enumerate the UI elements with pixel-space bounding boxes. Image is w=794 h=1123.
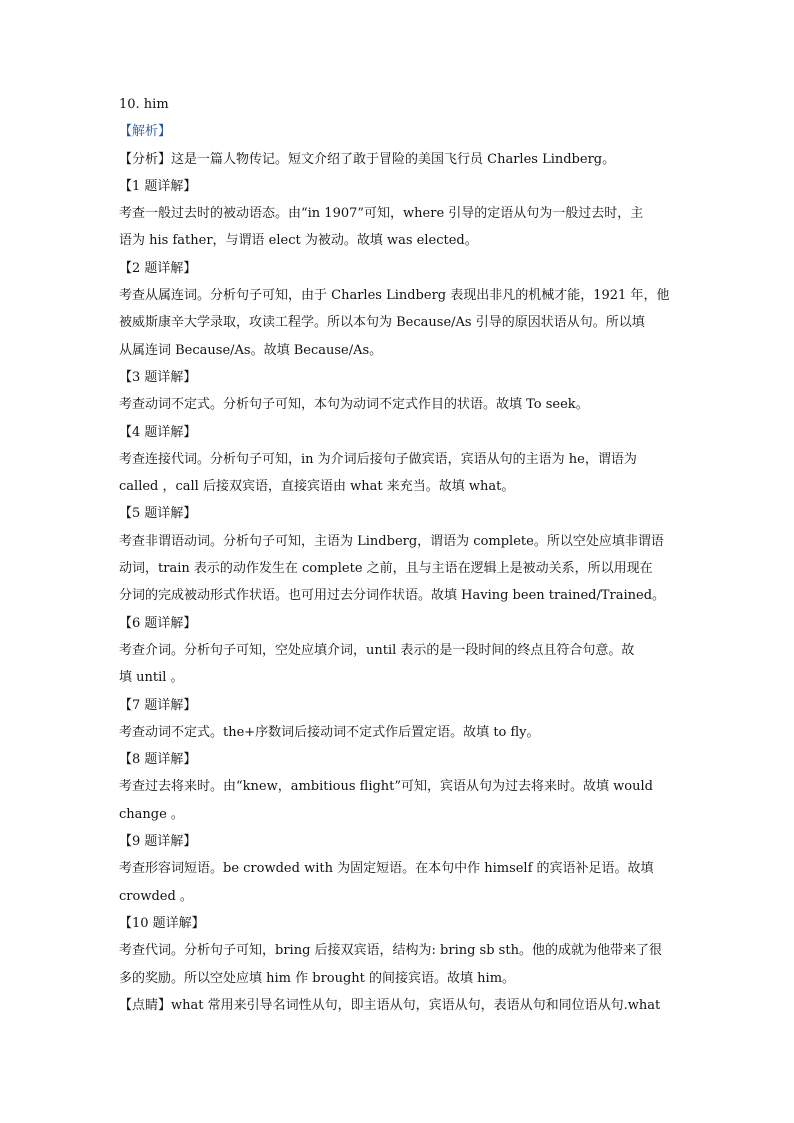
text-line: 语为 his father，与谓语 elect 为被动。故填 was elected。 — [119, 233, 478, 249]
text-line: 【1 题详解】 — [119, 178, 197, 194]
text-line: 多的奖励。所以空处应填 him 作 brought 的间接宾语。故填 him。 — [119, 970, 516, 986]
text-line: 考查连接代词。分析句子可知，in 为介词后接句子做宾语，宾语从句的主语为 he，谓语为 — [119, 451, 637, 467]
text-line: 考查从属连词。分析句子可知，由于 Charles Lindberg 表现出非凡的机械才能，1921 年，他 — [119, 288, 670, 304]
text-line: 【7 题详解】 — [119, 697, 197, 713]
text-line: 【9 题详解】 — [119, 834, 197, 850]
section-heading-line: 【解析】 — [119, 124, 172, 140]
text-line: 考查非谓语动词。分析句子可知，主语为 Lindberg，谓语为 complete。所以空处应填非谓语 — [119, 533, 664, 549]
text-line: 考查过去将来时。由“knew，ambitious flight”可知，宾语从句为过去将来时。故填 would — [119, 779, 653, 795]
text-line: 考查代词。分析句子可知，bring 后接双宾语，结构为: bring sb sth。他的成就为他带来了很 — [119, 943, 662, 959]
answer-explanation-text — [119, 91, 679, 1019]
text-line: 考查介词。分析句子可知，空处应填介词，until 表示的是一段时间的终点且符合句意。故 — [119, 642, 635, 658]
text-line: 【2 题详解】 — [119, 260, 197, 276]
text-line: 【点睛】what 常用来引导名词性从句，即主语从句，宾语从句，表语从句和同位语从句.what — [119, 997, 661, 1013]
text-line: 被威斯康辛大学录取，攻读工程学。所以本句为 Because/As 引导的原因状语从句。所以填 — [119, 315, 645, 331]
text-line: change 。 — [119, 806, 184, 822]
text-line: 考查动词不定式。the+序数词后接动词不定式作后置定语。故填 to fly。 — [119, 724, 540, 740]
text-line: 考查形容词短语。be crowded with 为固定短语。在本句中作 himself 的宾语补足语。故填 — [119, 861, 654, 877]
text-line: called ，call 后接双宾语，直接宾语由 what 来充当。故填 what。 — [119, 479, 515, 495]
text-line: 【分析】这是一篇人物传记。短文介绍了敢于冒险的美国飞行员 Charles Lindberg。 — [119, 151, 616, 167]
text-line: 分词的完成被动形式作状语。也可用过去分词作状语。故填 Having been trained/Trained。 — [119, 588, 666, 604]
text-line: 【3 题详解】 — [119, 369, 197, 385]
text-line: 10. him — [119, 97, 169, 112]
text-line: 考查一般过去时的被动语态。由“in 1907”可知，where 引导的定语从句为一般过去时，主 — [119, 206, 644, 222]
text-line: 【10 题详解】 — [119, 915, 205, 931]
text-line: 【5 题详解】 — [119, 506, 197, 522]
text-line: 【8 题详解】 — [119, 752, 197, 768]
text-line: 动词，train 表示的动作发生在 complete 之前，且与主语在逻辑上是被动关系，所以用现在 — [119, 561, 653, 577]
text-line: 考查动词不定式。分析句子可知，本句为动词不定式作目的状语。故填 To seek。 — [119, 397, 589, 413]
text-line: 【6 题详解】 — [119, 615, 197, 631]
text-line: 填 until 。 — [119, 670, 184, 686]
text-line: crowded 。 — [119, 888, 193, 904]
text-line: 【4 题详解】 — [119, 424, 197, 440]
text-line: 从属连词 Because/As。故填 Because/As。 — [119, 342, 383, 358]
